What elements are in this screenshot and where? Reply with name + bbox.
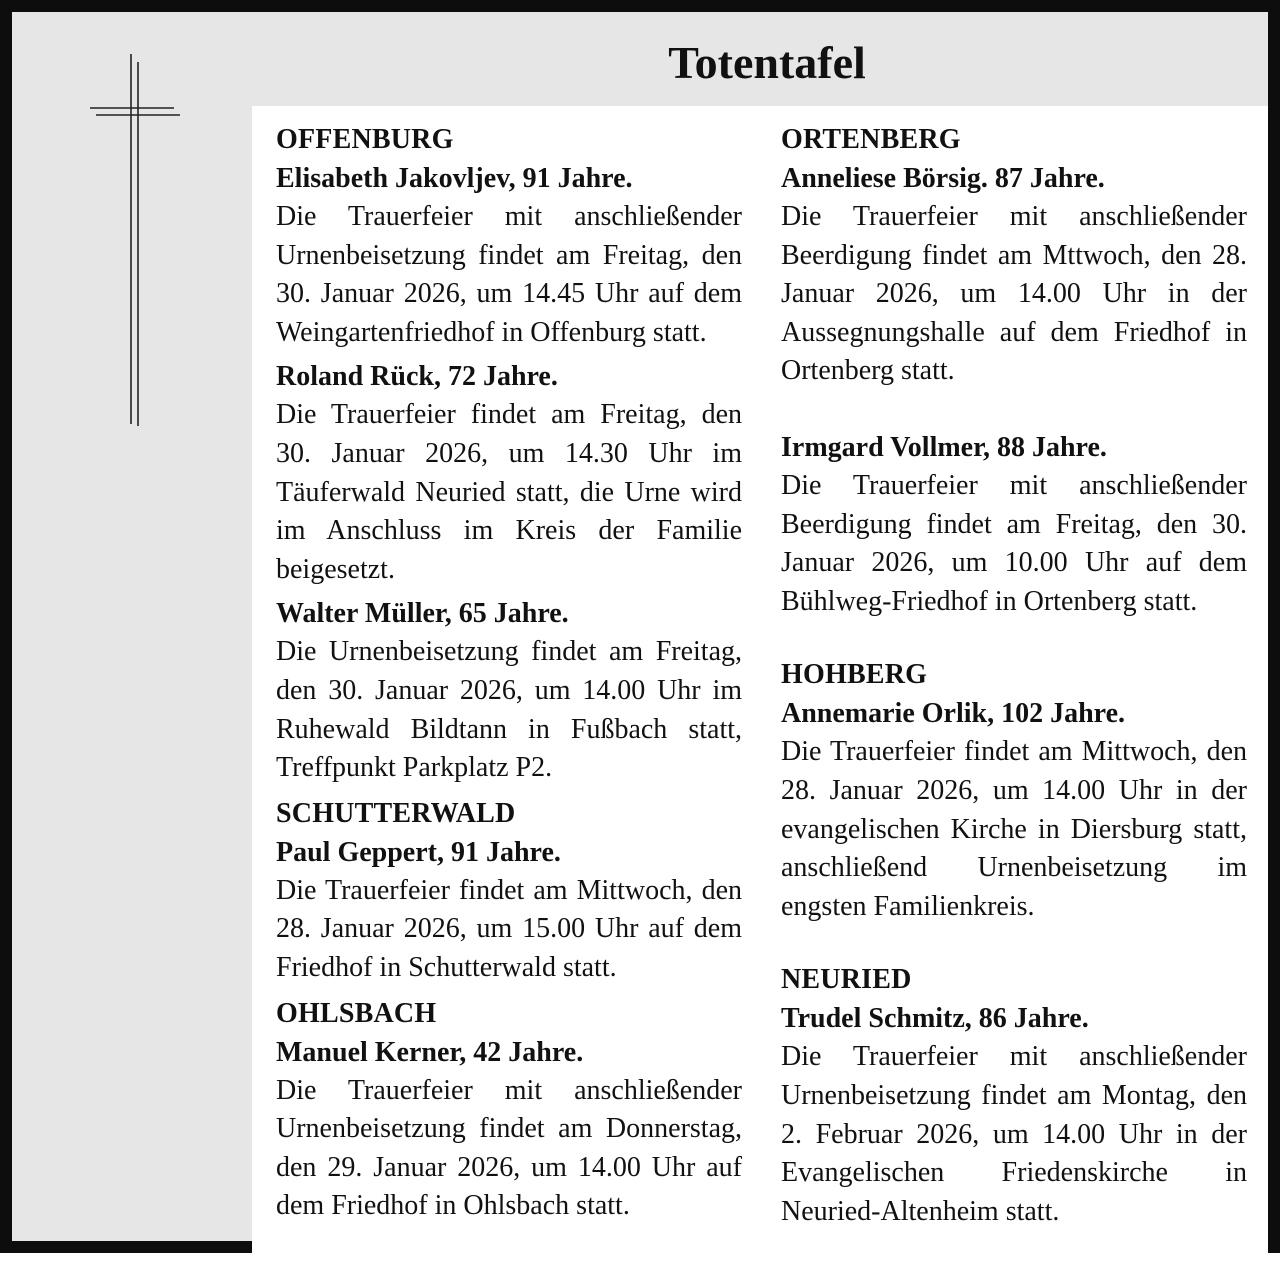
funeral-notice: Die Trauerfeier mit anschließender Urnenbeisetzung findet am Freitag, den 30. Januar 2026, um 14.45 Uhr auf dem Weingartenfriedhof in Offenburg statt. [276,201,742,348]
deceased-name: Paul Geppert, 91 Jahre. [276,836,561,868]
funeral-notice: Die Trauerfeier mit anschließender Urnenbeisetzung findet am Donnerstag, den 29. Januar 2026, um 14.00 Uhr auf dem Friedhof in Ohlsbach statt. [276,1074,742,1222]
section-schutterwald [276,794,742,988]
deceased-name: Trudel Schmitz, 86 Jahre. [781,1003,1089,1035]
funeral-notice: Die Trauerfeier mit anschließender Beerdigung findet am Mttwoch, den 28. Januar 2026, um 14.00 Uhr in der Aussegnungshalle auf dem Friedhof in Ortenberg statt. [781,201,1247,387]
section-hohberg [781,655,1247,926]
cross-icon [90,54,182,426]
funeral-notice: Die Trauerfeier findet am Mittwoch, den 28. Januar 2026, um 15.00 Uhr auf dem Friedhof in Schutterwald statt. [276,874,742,983]
right-column [781,120,1247,1265]
place-heading: HOHBERG [781,659,928,691]
obituary-entry [276,1034,742,1226]
obituary-entry [781,429,1247,621]
funeral-notice: Die Urnenbeisetzung findet am Freitag, den 30. Januar 2026, um 14.00 Uhr im Ruhewald Bildtann in Fußbach statt, Treffpunkt Parkplatz P2. [276,636,742,784]
place-heading: SCHUTTERWALD [276,797,516,829]
funeral-notice: Die Trauerfeier mit anschließender Beerdigung findet am Freitag, den 30. Januar 2026, um 10.00 Uhr auf dem Bühlweg-Friedhof in Ortenberg statt. [781,469,1247,617]
place-heading: ORTENBERG [781,124,961,155]
obituary-entry [781,695,1247,926]
page-title: Totentafel [668,37,866,88]
obituary-entry [276,834,742,988]
funeral-notice: Die Trauerfeier mit anschließender Urnenbeisetzung findet am Montag, den 2. Februar 2026, um 14.00 Uhr in der Evangelischen Friedenskirche in Neuried-Altenheim statt. [781,1041,1247,1227]
deceased-name: Annemarie Orlik, 102 Jahre. [781,698,1126,730]
section-ohlsbach [276,994,742,1226]
obituary-entry [276,160,742,352]
obituary-entry [781,1000,1247,1231]
deceased-name: Manuel Kerner, 42 Jahre. [276,1036,584,1068]
place-heading: OFFENBURG [276,124,454,155]
section-ortenberg [781,120,1247,621]
place-heading: NEURIED [781,964,912,996]
funeral-notice: Die Trauerfeier findet am Freitag, den 30. Januar 2026, um 14.30 Uhr im Täuferwald Neuried statt, die Urne wird im Anschluss im Kreis der Familie beigesetzt. [276,399,742,585]
deceased-name: Anneliese Börsig. 87 Jahre. [781,163,1105,194]
section-neuried [781,960,1247,1231]
funeral-notice: Die Trauerfeier findet am Mittwoch, den 28. Januar 2026, um 14.00 Uhr in der evangelischen Kirche in Diersburg statt, anschließend Urnenbeisetzung im engsten Familienkreis. [781,736,1247,922]
section-offenburg [276,120,742,788]
deceased-name: Roland Rück, 72 Jahre. [276,361,558,393]
deceased-name: Irmgard Vollmer, 88 Jahre. [781,431,1107,463]
obituary-entry [276,358,742,589]
obituary-entry [781,160,1247,391]
obituary-panel [252,106,1268,1253]
obituary-entry [276,595,742,787]
left-column [276,120,742,1232]
deceased-name: Walter Müller, 65 Jahre. [276,598,569,630]
place-heading: OHLSBACH [276,997,437,1029]
deceased-name: Elisabeth Jakovljev, 91 Jahre. [276,163,633,194]
